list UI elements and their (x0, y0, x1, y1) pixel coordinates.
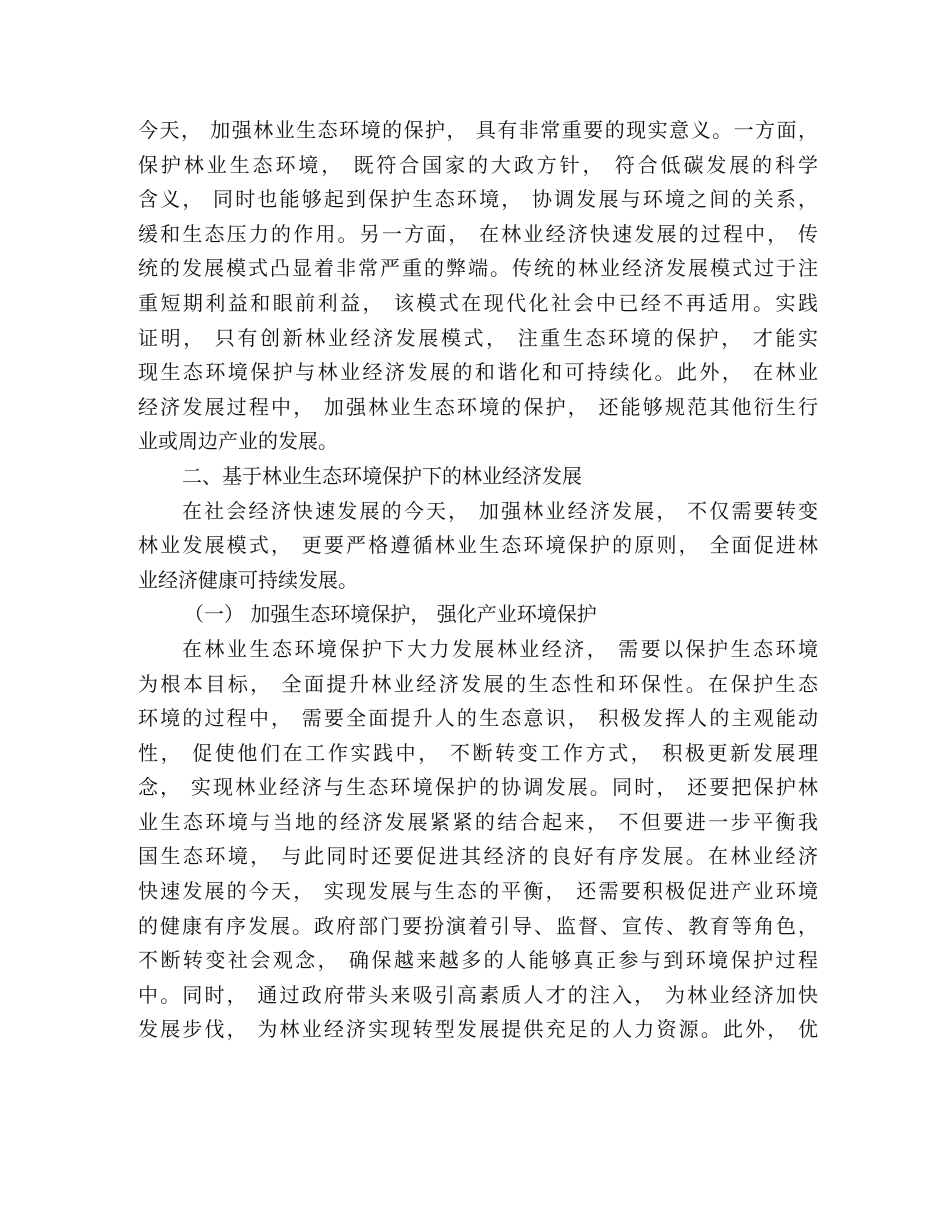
text-line: 中。同时， 通过政府带头来吸引高素质人才的注入， 为林业经济加快 (138, 982, 818, 1007)
text-line: 业生态环境与当地的经济发展紧紧的结合起来， 不但要进一步平衡我 (138, 809, 818, 834)
text-line: 国生态环境， 与此同时还要促进其经济的良好有序发展。在林业经济 (138, 844, 818, 869)
body-text (138, 113, 818, 1047)
text-line: 在社会经济快速发展的今天， 加强林业经济发展， 不仅需要转变 (182, 498, 818, 523)
text-line: 不断转变社会观念， 确保越来越多的人能够真正参与到环境保护过程 (138, 948, 818, 973)
text-line: 业或周边产业的发展。 (138, 429, 338, 454)
text-line: 在林业生态环境保护下大力发展林业经济， 需要以保护生态环境 (182, 636, 818, 661)
text-line: 的健康有序发展。政府部门要扮演着引导、监督、宣传、教育等角色， (138, 913, 818, 938)
text-line: 证明， 只有创新林业经济发展模式， 注重生态环境的保护， 才能实 (138, 325, 818, 350)
text-line: 为根本目标， 全面提升林业经济发展的生态性和环保性。在保护生态 (138, 671, 818, 696)
text-line: 快速发展的今天， 实现发展与生态的平衡， 还需要积极促进产业环境 (138, 879, 818, 904)
text-line: 林业发展模式， 更要严格遵循林业生态环境保护的原则， 全面促进林 (138, 533, 818, 558)
text-line: 业经济健康可持续发展。 (138, 567, 358, 592)
text-line: 现生态环境保护与林业经济发展的和谐化和可持续化。此外， 在林业 (138, 360, 818, 385)
section-heading: 二、基于林业生态环境保护下的林业经济发展 (182, 463, 582, 488)
subsection-heading: （一） 加强生态环境保护， 强化产业环境保护 (184, 602, 597, 627)
text-line: 保护林业生态环境， 既符合国家的大政方针， 符合低碳发展的科学 (138, 152, 818, 177)
text-line: 含义， 同时也能够起到保护生态环境， 协调发展与环境之间的关系， (138, 187, 818, 212)
text-line: 重短期利益和眼前利益， 该模式在现代化社会中已经不再适用。实践 (138, 290, 818, 315)
text-line: 缓和生态压力的作用。另一方面， 在林业经济快速发展的过程中， 传 (138, 221, 818, 246)
text-line: 念， 实现林业经济与生态环境保护的协调发展。同时， 还要把保护林 (138, 775, 818, 800)
text-line: 发展步伐， 为林业经济实现转型发展提供充足的人力资源。此外， 优 (138, 1017, 818, 1042)
text-line: 今天， 加强林业生态环境的保护， 具有非常重要的现实意义。一方面， (138, 118, 818, 142)
text-line: 经济发展过程中， 加强林业生态环境的保护， 还能够规范其他衍生行 (138, 394, 818, 419)
text-line: 环境的过程中， 需要全面提升人的生态意识， 积极发挥人的主观能动 (138, 706, 818, 731)
text-line: 性， 促使他们在工作实践中， 不断转变工作方式， 积极更新发展理 (138, 740, 818, 765)
text-line: 统的发展模式凸显着非常严重的弊端。传统的林业经济发展模式过于注 (138, 256, 818, 281)
